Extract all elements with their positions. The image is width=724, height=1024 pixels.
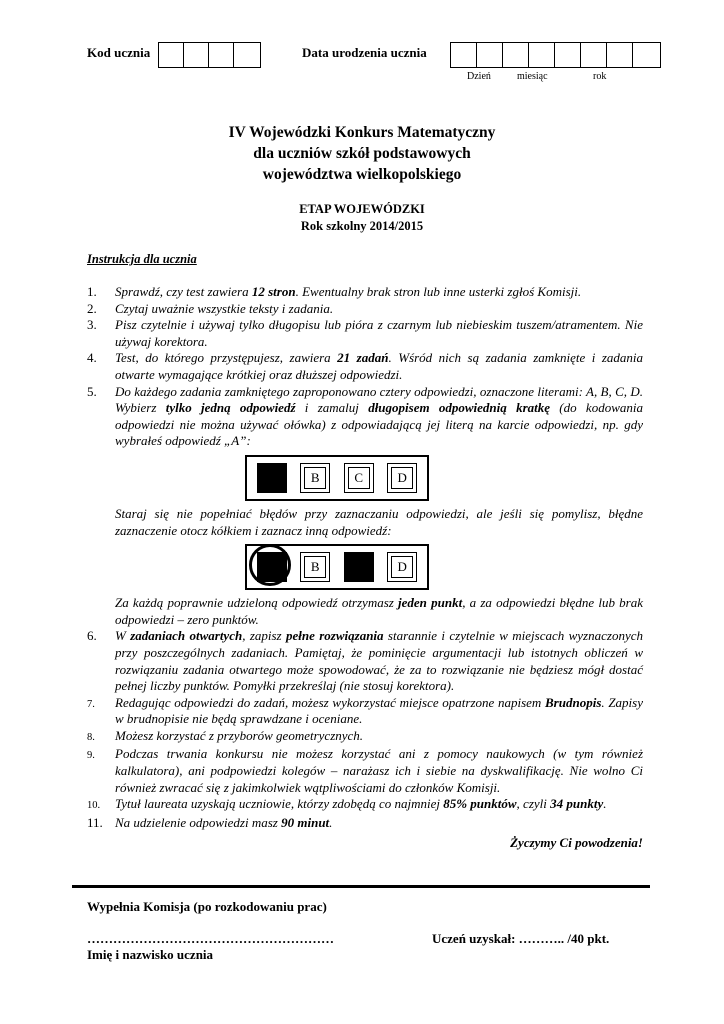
- instruction-item: [87, 350, 643, 383]
- date-box[interactable]: [503, 43, 529, 67]
- item-number: 9.: [87, 750, 95, 762]
- item-text: Podczas trwania konkursu nie możesz korzystać ani z pomocy naukowych (w tym również kalkulatora), ani podpowiedzi kolegów – narażasz ich i siebie na dyskwalifikację. Nie wolno Ci również zwracać się z jakimkolwiek wątpliwościami do członków Komisji.: [115, 746, 643, 795]
- year-label: rok: [593, 71, 607, 82]
- answer-c-box: C: [344, 463, 374, 493]
- date-box[interactable]: [451, 43, 477, 67]
- answer-d-box: D: [387, 552, 417, 582]
- answer-c-filled: [344, 552, 374, 582]
- instruction-item: [87, 284, 643, 301]
- title-line-1: IV Wojewódzki Konkurs Matematyczny: [228, 124, 496, 141]
- item-text: Czytaj uważnie wszystkie teksty i zadania.: [115, 300, 334, 316]
- answer-a-filled: [257, 463, 287, 493]
- answer-a-circled: [257, 552, 287, 582]
- mistake-text: Staraj się nie popełniać błędów przy zaznaczaniu odpowiedzi, ale jeśli się pomylisz, błędne zaznaczenie otocz kółkiem i zaznacz inną odpowiedź:: [115, 505, 643, 538]
- item-text: W zadaniach otwartych, zapisz pełne rozwiązania starannie i czytelnie w miejscach wyznaczonych przy poszczególnych zadaniach. Pamiętaj, że pominięcie argumentacji lub istotnych obliczeń w rozwiązaniu zadania otwartego może spowodować, że za to rozwiązanie nie będziesz mógł dostać pełnej liczby punktów. Pomyłki przekreślaj (nie stosuj korektora).: [115, 628, 643, 694]
- code-box[interactable]: [159, 43, 184, 67]
- month-label: miesiąc: [517, 71, 548, 82]
- instruction-item: [87, 695, 643, 728]
- instruction-item: [87, 796, 643, 815]
- item-number: 7.: [87, 698, 95, 710]
- code-box[interactable]: [184, 43, 209, 67]
- item-number: 8.: [87, 731, 95, 743]
- item-number: 6.: [87, 628, 97, 644]
- instruction-item: [87, 746, 643, 796]
- score-field[interactable]: Uczeń uzyskał: ……….. /40 pkt.: [432, 931, 610, 946]
- birth-date-label: Data urodzenia ucznia: [302, 45, 427, 60]
- item-number: 2.: [87, 300, 97, 316]
- stage-title: ETAP WOJEWÓDZKI: [299, 202, 425, 216]
- points-text: Za każdą poprawnie udzieloną odpowiedź otrzymasz jeden punkt, a za odpowiedzi błędne lub brak odpowiedzi – zero punktów.: [115, 595, 643, 627]
- item-text: Na udzielenie odpowiedzi masz 90 minut.: [115, 814, 333, 830]
- answer-b-box: B: [300, 552, 330, 582]
- item-number: 10.: [87, 800, 101, 812]
- date-box[interactable]: [555, 43, 581, 67]
- school-year: Rok szkolny 2014/2015: [300, 219, 424, 233]
- item-text: Tytuł laureata uzyskają uczniowie, którzy zdobędą co najmniej 85% punktów, czyli 34 punkty.: [115, 796, 607, 812]
- item-number: 11.: [87, 814, 103, 830]
- item-text: Do każdego zadania zamkniętego zaproponowano cztery odpowiedzi, oznaczone literami: A, B, C, D. Wybierz tylko jedną odpowiedź i zamaluj długopisem odpowiednią kratkę (do kodowania odpowiedzi nie można używać ołówka) z odpowiadającą jej literą na karcie odpowiedzi, np. gdy wybrałeś odpowiedź „A”:: [115, 383, 643, 449]
- instructions-list: [87, 284, 643, 852]
- date-box[interactable]: [581, 43, 607, 67]
- item-number: 1.: [87, 284, 97, 299]
- code-box[interactable]: [209, 43, 234, 67]
- instruction-item: [87, 628, 643, 694]
- title-line-3: województwa wielkopolskiego: [262, 166, 462, 183]
- code-box[interactable]: [234, 43, 259, 67]
- title-line-2: dla uczniów szkół podstawowych: [253, 145, 471, 162]
- date-box[interactable]: [477, 43, 503, 67]
- instruction-item: [87, 728, 643, 747]
- day-label: Dzień: [467, 71, 491, 82]
- date-box[interactable]: [633, 43, 660, 67]
- item-text: Redagując odpowiedzi do zadań, możesz wykorzystać miejsce opatrzone napisem Brudnopis. Zapisy w brudnopisie nie będą sprawdzane i oceniane.: [115, 694, 644, 727]
- name-dotted-line[interactable]: …………………………………………………: [87, 931, 334, 946]
- instruction-item: [87, 317, 643, 350]
- student-code-boxes[interactable]: [158, 42, 261, 68]
- birth-date-boxes[interactable]: [450, 42, 661, 68]
- instruction-item: [87, 301, 643, 318]
- good-luck-message: Życzymy Ci powodzenia!: [510, 835, 643, 851]
- instructions-heading: Instrukcja dla ucznia: [87, 252, 197, 266]
- correction-circle: [249, 544, 291, 586]
- example-answer-correct: [245, 455, 429, 501]
- answer-d-box: D: [387, 463, 417, 493]
- name-label: Imię i nazwisko ucznia: [87, 947, 214, 962]
- example-answer-corrected: [245, 544, 429, 590]
- instruction-item: [87, 815, 643, 832]
- date-box[interactable]: [529, 43, 555, 67]
- item-text: Test, do którego przystępujesz, zawiera 21 zadań. Wśród nich są zadania zamknięte i zadania otwarte wymagające krótkiej oraz dłuższej odpowiedzi.: [115, 350, 643, 382]
- instruction-item: [87, 384, 643, 450]
- commission-label: Wypełnia Komisja (po rozkodowaniu prac): [87, 899, 327, 914]
- date-box[interactable]: [607, 43, 633, 67]
- item-number: 3.: [87, 317, 97, 333]
- item-text: Sprawdź, czy test zawiera 12 stron. Ewentualny brak stron lub inne usterki zgłoś Komisji.: [115, 284, 582, 299]
- answer-b-box: B: [300, 463, 330, 493]
- item-number: 4.: [87, 350, 97, 366]
- item-number: 5.: [87, 383, 97, 399]
- item-text: Możesz korzystać z przyborów geometrycznych.: [115, 727, 364, 743]
- student-code-label: Kod ucznia: [87, 45, 151, 60]
- divider: [72, 885, 650, 888]
- item-text: Pisz czytelnie i używaj tylko długopisu lub pióra z czarnym lub niebieskim tuszem/atramentem. Nie używaj korektora.: [115, 317, 643, 349]
